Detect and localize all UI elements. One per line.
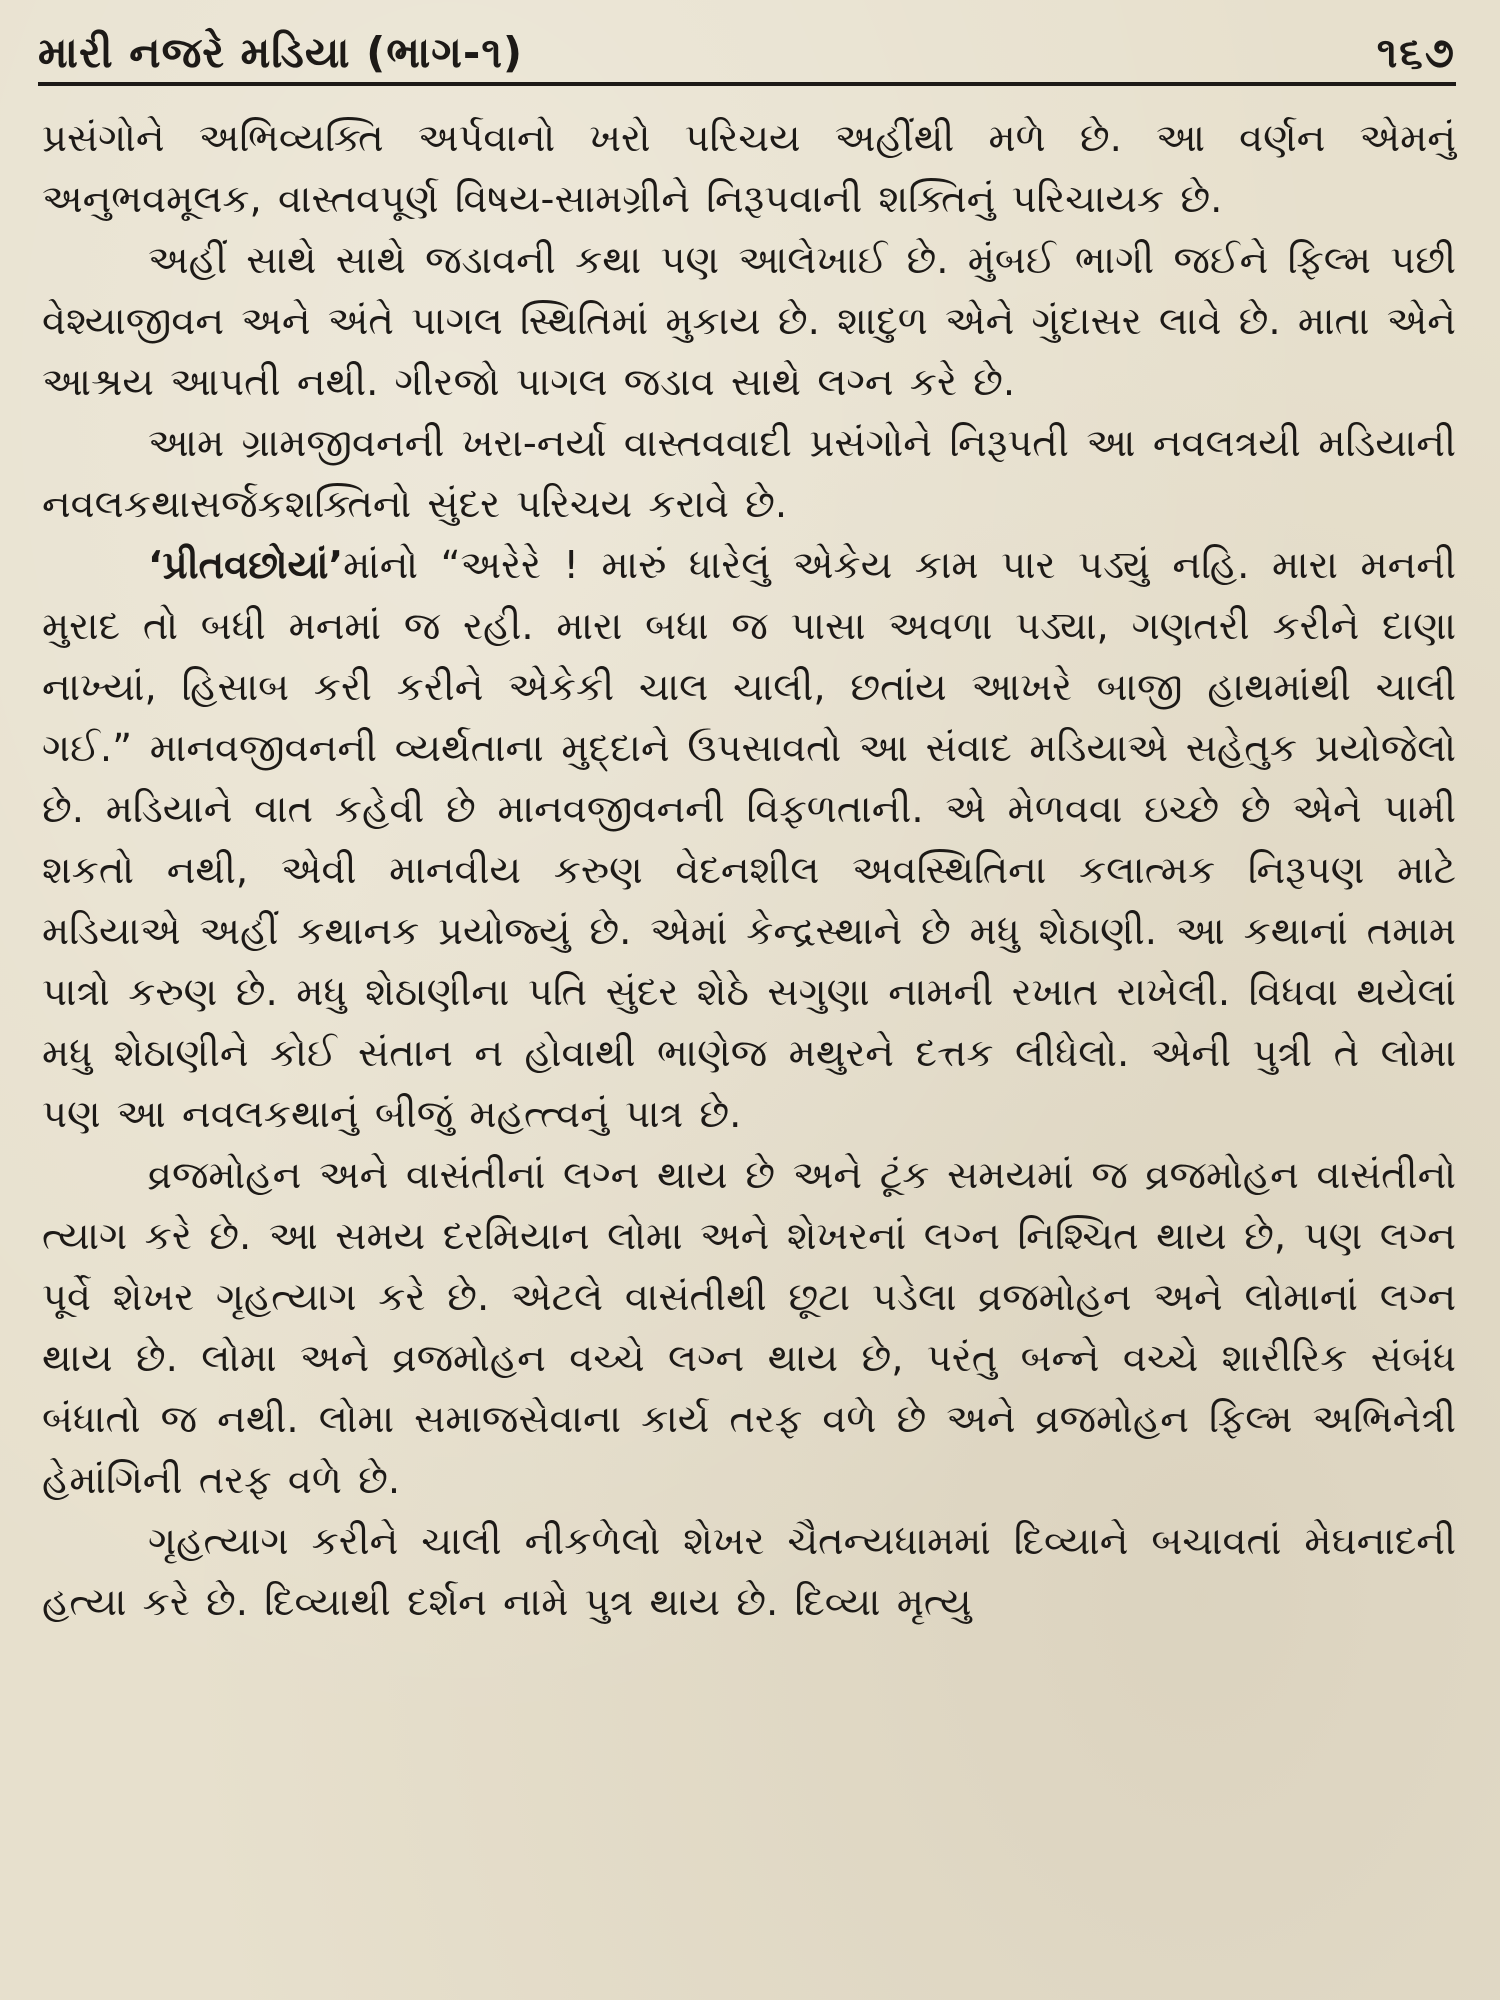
paragraph-2: અહીં સાથે સાથે જડાવની કથા પણ આલેખાઈ છે. મુંબઈ ભાગી જઈને ફિલ્મ પછી વેશ્યાજીવન અને અંતે પાગલ સ્થિતિમાં મુકાય છે. શાદુળ એને ગુંદાસર લાવે છે. માતા એને આશ્રય આપતી નથી. ગીરજો પાગલ જડાવ સાથે લગ્ન કરે છે. [42,238,1456,405]
paragraph-3: આમ ગ્રામજીવનની ખરા-નર્યા વાસ્તવવાદી પ્રસંગોને નિરૂપતી આ નવલત્રયી મડિયાની નવલકથાસર્જકશક્તિનો સુંદર પરિચય કરાવે છે. [42,421,1456,527]
body-text [42,108,1456,1633]
page-header [38,22,1456,86]
paragraph-4 [42,535,1456,1145]
work-title: ‘પ્રીતવછોયાં’ [148,543,344,588]
running-head: મારી નજરે મડિયા (ભાગ-૧) [38,28,524,77]
paragraph-5: વ્રજમોહન અને વાસંતીનાં લગ્ન થાય છે અને ટૂંક સમયમાં જ વ્રજમોહન વાસંતીનો ત્યાગ કરે છે. આ સમય દરમિયાન લોમા અને શેખરનાં લગ્ન નિશ્ચિત થાય છે, પણ લગ્ન પૂર્વે શેખર ગૃહત્યાગ કરે છે. એટલે વાસંતીથી છૂટા પડેલા વ્રજમોહન અને લોમાનાં લગ્ન થાય છે. લોમા અને વ્રજમોહન વચ્ચે લગ્ન થાય છે, પરંતુ બન્ને વચ્ચે શારીરિક સંબંધ બંધાતો જ નથી. લોમા સમાજસેવાના કાર્ય તરફ વળે છે અને વ્રજમોહન ફિલ્મ અભિનેત્રી હેમાંગિની તરફ વળે છે. [42,1153,1456,1503]
paragraph-6: ગૃહત્યાગ કરીને ચાલી નીકળેલો શેખર ચૈતન્યધામમાં દિવ્યાને બચાવતાં મેઘનાદની હત્યા કરે છે. દિવ્યાથી દર્શન નામે પુત્ર થાય છે. દિવ્યા મૃત્યુ [42,1519,1456,1625]
paragraph-1: પ્રસંગોને અભિવ્યક્તિ અર્પવાનો ખરો પરિચય અહીંથી મળે છે. આ વર્ણન એમનું અનુભવમૂલક, વાસ્તવપૂર્ણ વિષય-સામગ્રીને નિરૂપવાની શક્તિનું પરિચાયક છે. [42,116,1456,222]
paragraph-4-text: માંનો “અરેરે ! મારું ધારેલું એકેય કામ પાર પડ્યું નહિ. મારા મનની મુરાદ તો બધી મનમાં જ રહી. મારા બધા જ પાસા અવળા પડ્યા, ગણતરી કરીને દાણા નાખ્યાં, હિસાબ કરી કરીને એકેકી ચાલ ચાલી, છતાંય આખરે બાજી હાથમાંથી ચાલી ગઈ.” માનવજીવનની વ્યર્થતાના મુદ્દાને ઉપસાવતો આ સંવાદ મડિયાએ સહેતુક પ્રયોજેલો છે. મડિયાને વાત કહેવી છે માનવજીવનની વિફળતાની. એ મેળવવા ઇચ્છે છે એને પામી શકતો નથી, એવી માનવીય કરુણ વેદનશીલ અવસ્થિતિના કલાત્મક નિરૂપણ માટે મડિયાએ અહીં કથાનક પ્રયોજ્યું છે. એમાં કેન્દ્રસ્થાને છે મધુ શેઠાણી. આ કથાનાં તમામ પાત્રો કરુણ છે. મધુ શેઠાણીના પતિ સુંદર શેઠે સગુણા નામની રખાત રાખેલી. વિધવા થયેલાં મધુ શેઠાણીને કોઈ સંતાન ન હોવાથી ભાણેજ મથુરને દત્તક લીધેલો. એની પુત્રી તે લોમા પણ આ નવલકથાનું બીજું મહત્ત્વનું પાત્ર છે. [42,543,1456,1137]
page-number: ૧૬૭ [1376,28,1456,77]
